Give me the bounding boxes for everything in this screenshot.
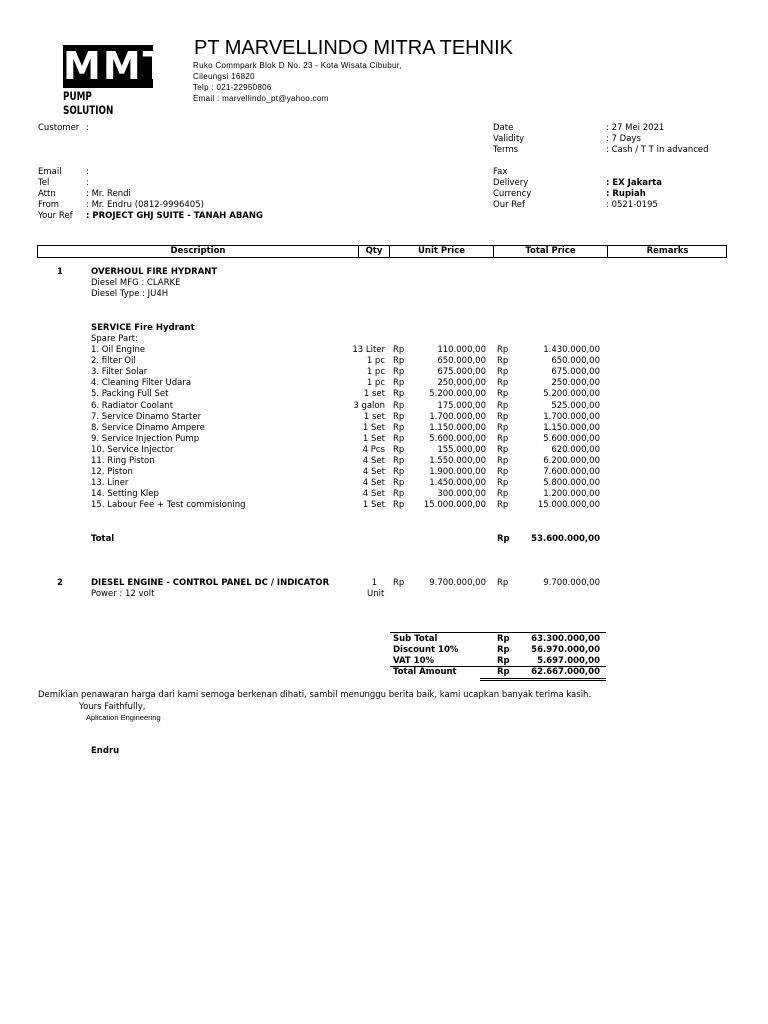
your-ref-label: Your Ref (38, 211, 73, 221)
tel-label: Tel (38, 178, 50, 188)
item2-unit-label: Unit (367, 589, 385, 599)
row-qty: 4 Set (362, 467, 385, 478)
row-total-price: 5.200.000,00 (543, 389, 600, 400)
logo-mark: MMT (63, 44, 171, 88)
col-qty: Qty (358, 246, 389, 257)
row-currency: Rp (393, 367, 405, 378)
row-currency: Rp (393, 422, 405, 433)
row-unit-price: 1.150.000,00 (429, 422, 486, 433)
terms-label: Terms (493, 145, 519, 155)
row-description: 12. Piston (91, 467, 133, 478)
row-currency-2: Rp (497, 489, 509, 500)
customer-value: : (86, 123, 89, 133)
company-email: Email : marvellindo_pt@yahoo.com (193, 94, 329, 103)
row-qty: 1 pc (366, 378, 385, 389)
row-description: 1. Oil Engine (91, 345, 146, 355)
row-currency: Rp (393, 500, 405, 511)
row-total-price: 250.000,00 (551, 378, 600, 389)
row-total-price: 6.200.000,00 (543, 456, 600, 466)
row-qty: 4 Set (362, 489, 385, 500)
row-currency-2: Rp (497, 433, 509, 444)
row-currency: Rp (393, 456, 405, 466)
summary-top-rule (390, 632, 606, 633)
company-address: Ruko Commpark Blok D No. 23 - Kota Wisata Cibubur, (193, 61, 402, 70)
customer-label: Customer (38, 123, 80, 133)
row-unit-price: 300.000,00 (437, 489, 486, 500)
item1-total-value: 53.600.000,00 (531, 534, 600, 544)
row-description: 2. filter Oil (91, 356, 136, 367)
row-total-price: 1.200.000,00 (543, 489, 600, 500)
tel-value: : (86, 178, 89, 188)
row-description: 3. Filter Solar (91, 367, 148, 378)
row-total-price: 1.430.000,00 (543, 345, 600, 355)
row-total-price: 525.000,00 (551, 400, 600, 411)
signer-role: Aplication Engineering (86, 713, 161, 722)
company-logo (63, 44, 171, 117)
row-unit-price: 110.000,00 (437, 345, 486, 355)
row-unit-price: 155.000,00 (437, 444, 486, 455)
row-qty: 1 Set (362, 433, 385, 444)
item1-title: OVERHOUL FIRE HYDRANT (91, 267, 218, 277)
date-label: Date (493, 123, 514, 133)
row-currency: Rp (393, 378, 405, 389)
row-description: 6. Radiator Coolant (91, 400, 174, 411)
row-qty: 1 set (363, 389, 385, 400)
company-city: Cileungsi 16820 (193, 72, 255, 81)
email-value: : (86, 167, 89, 177)
row-qty: 4 Set (362, 456, 385, 466)
discount-label: Discount 10% (393, 645, 459, 655)
item2-currency: Rp (393, 578, 405, 588)
row-total-price: 675.000,00 (551, 367, 600, 378)
fax-label: Fax (493, 167, 508, 177)
item1-total-label: Total (91, 534, 115, 544)
row-unit-price: 15.000.000,00 (423, 500, 486, 511)
our-ref-label: Our Ref (493, 200, 526, 210)
row-qty: 1 Set (362, 500, 385, 511)
row-currency-2: Rp (497, 367, 509, 378)
from-label: From (38, 200, 60, 210)
row-description: 14. Setting Klep (91, 489, 159, 500)
row-qty: 13 Liter (352, 345, 385, 355)
subtotal-label: Sub Total (393, 634, 438, 644)
row-unit-price: 250.000,00 (437, 378, 486, 389)
row-unit-price: 5.600.000,00 (429, 433, 486, 444)
row-currency-2: Rp (497, 345, 509, 355)
item1-diesel-type: Diesel Type : JU4H (91, 289, 169, 299)
row-currency-2: Rp (497, 378, 509, 389)
table-header (37, 245, 727, 258)
delivery-label: Delivery (493, 178, 529, 188)
row-description: 4. Cleaning Filter Udara (91, 378, 192, 389)
row-currency: Rp (393, 356, 405, 367)
our-ref-value: : 0521-0195 (606, 200, 658, 210)
summary-bottom-rule-1 (480, 678, 606, 679)
item1-total-currency: Rp (497, 534, 510, 544)
col-total-price: Total Price (493, 246, 607, 257)
row-currency-2: Rp (497, 411, 509, 422)
row-currency: Rp (393, 444, 405, 455)
col-description: Description (170, 246, 226, 256)
row-qty: 1 Set (362, 422, 385, 433)
row-unit-price: 5.200.000,00 (429, 389, 486, 400)
row-total-price: 7.600.000,00 (543, 467, 600, 478)
row-description: 7. Service Dinamo Starter (91, 411, 202, 422)
row-description: 10. Service Injector (91, 444, 174, 455)
row-currency: Rp (393, 411, 405, 422)
closing-regards: Yours Faithfully, (79, 702, 146, 712)
row-unit-price: 1.900.000,00 (429, 467, 486, 478)
email-label: Email (38, 167, 62, 177)
row-total-price: 1.700.000,00 (543, 411, 600, 422)
row-total-price: 650.000,00 (551, 356, 600, 367)
row-description: 13. Liner (91, 478, 129, 489)
row-currency-2: Rp (497, 444, 509, 455)
signer-name: Endru (91, 746, 120, 756)
row-currency: Rp (393, 478, 405, 489)
date-value: : 27 Mei 2021 (606, 123, 665, 133)
row-qty: 1 set (363, 411, 385, 422)
row-currency-2: Rp (497, 356, 509, 367)
row-description: 8. Service Dinamo Ampere (91, 422, 205, 433)
validity-value: : 7 Days (606, 134, 641, 144)
row-currency-2: Rp (497, 500, 509, 511)
discount-currency: Rp (497, 645, 510, 655)
vat-value: 5.697.000,00 (537, 656, 600, 666)
item2-unit-price: 9.700.000,00 (429, 578, 486, 588)
item2-number: 2 (57, 578, 63, 588)
item1-number: 1 (57, 267, 63, 277)
terms-value: : Cash / T T in advanced (606, 145, 709, 155)
row-description: 15. Labour Fee + Test commisioning (91, 500, 246, 511)
row-total-price: 15.000.000,00 (537, 500, 600, 511)
validity-label: Validity (493, 134, 525, 144)
row-unit-price: 650.000,00 (437, 356, 486, 367)
vat-currency: Rp (497, 656, 510, 666)
row-currency: Rp (393, 433, 405, 444)
row-description: 5. Packing Full Set (91, 389, 169, 400)
row-currency: Rp (393, 467, 405, 478)
company-phone: Telp : 021-22950806 (193, 83, 272, 92)
col-unit-price: Unit Price (389, 246, 493, 257)
row-description: 9. Service Injection Pump (91, 433, 200, 444)
item2-title: DIESEL ENGINE - CONTROL PANEL DC / INDICATOR (91, 578, 330, 588)
summary-bottom-rule-2 (480, 680, 606, 681)
discount-value: 56.970.000,00 (531, 645, 600, 655)
row-total-price: 620.000,00 (551, 444, 600, 455)
row-currency: Rp (393, 389, 405, 400)
row-total-price: 5.800.000,00 (543, 478, 600, 489)
from-value: : Mr. Endru (0812-9996405) (86, 200, 204, 210)
company-name: PT MARVELLINDO MITRA TEHNIK (194, 37, 513, 59)
row-currency-2: Rp (497, 389, 509, 400)
row-currency-2: Rp (497, 478, 509, 489)
spare-part-label: Spare Part: (91, 334, 138, 344)
subtotal-currency: Rp (497, 634, 510, 644)
subtotal-value: 63.300.000,00 (531, 634, 600, 644)
item2-qty: 1 (371, 578, 377, 588)
row-qty: 4 Set (362, 478, 385, 489)
attn-label: Attn (38, 189, 56, 199)
row-unit-price: 1.700.000,00 (429, 411, 486, 422)
total-amount-value: 62.667.000,00 (531, 667, 600, 677)
item2-total-price: 9.700.000,00 (543, 578, 600, 588)
attn-value: : Mr. Rendi (86, 189, 131, 199)
row-qty: 1 pc (366, 367, 385, 378)
row-unit-price: 175.000,00 (437, 400, 486, 411)
closing-text: Demikian penawaran harga dari kami semoga berkenan dihati, sambil menunggu berita baik, kami ucapkan banyak terima kasih. (38, 690, 592, 700)
row-unit-price: 1.450.000,00 (429, 478, 486, 489)
row-description: 11. Ring Piston (91, 456, 155, 466)
item2-currency-2: Rp (497, 578, 509, 588)
vat-label: VAT 10% (393, 656, 435, 666)
delivery-value: : EX Jakarta (606, 178, 662, 188)
row-unit-price: 675.000,00 (437, 367, 486, 378)
currency-label: Currency (493, 189, 532, 199)
row-qty: 4 Pcs (362, 444, 385, 455)
row-qty: 3 galon (353, 400, 385, 411)
your-ref-value: : PROJECT GHJ SUITE - TANAH ABANG (86, 211, 263, 221)
total-amount-label: Total Amount (393, 667, 457, 677)
row-currency-2: Rp (497, 400, 509, 411)
item2-power: Power : 12 volt (91, 589, 155, 599)
row-currency-2: Rp (497, 422, 509, 433)
item1-service-title: SERVICE Fire Hydrant (91, 323, 195, 333)
total-amount-currency: Rp (497, 667, 510, 677)
row-currency-2: Rp (497, 456, 509, 466)
row-currency: Rp (393, 400, 405, 411)
row-currency-2: Rp (497, 467, 509, 478)
currency-value: : Rupiah (606, 189, 646, 199)
row-total-price: 1.150.000,00 (543, 422, 600, 433)
row-currency: Rp (393, 489, 405, 500)
col-remarks: Remarks (607, 246, 727, 257)
item1-diesel-mfg: Diesel MFG : CLARKE (91, 278, 181, 288)
row-qty: 1 pc (366, 356, 385, 367)
logo-subtitle: PUMP SOLUTION (63, 89, 114, 117)
row-currency: Rp (393, 345, 405, 355)
row-total-price: 5.600.000,00 (543, 433, 600, 444)
row-unit-price: 1.550.000,00 (429, 456, 486, 466)
